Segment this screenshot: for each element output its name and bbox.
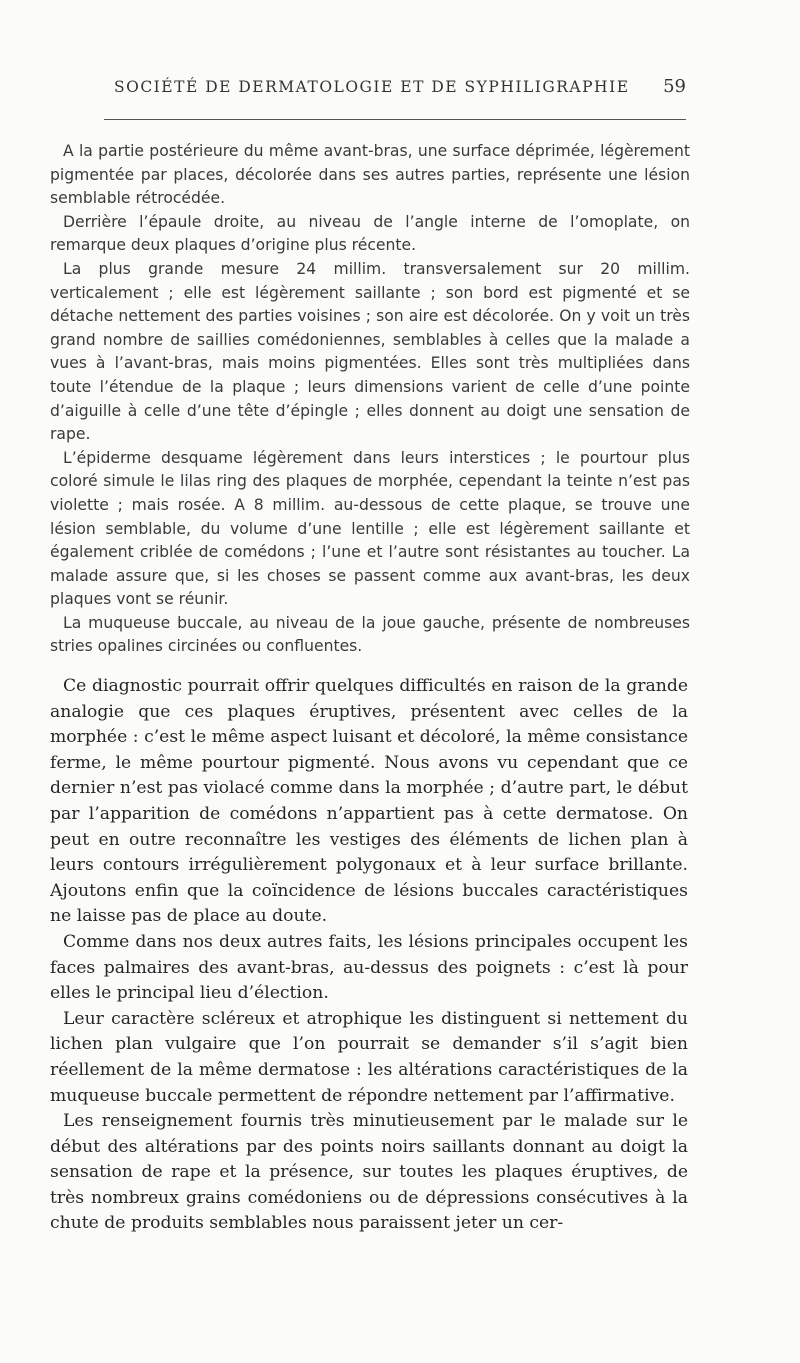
paragraph: A la partie postérieure du même avant-bras, une surface déprimée, légèrement pigmentée par places, décolorée dans ses autres parties, représente une lésion semblable rétrocédée. <box>50 142 690 208</box>
paragraph: La muqueuse buccale, au niveau de la joue gauche, présente de nombreuses stries opalines circinées ou confluentes. <box>50 613 690 656</box>
paragraph: Derrière l’épaule droite, au niveau de l’angle interne de l’omoplate, on remarque deux plaques d’origine plus récente. <box>50 212 690 255</box>
header-rule <box>104 119 686 120</box>
page-number: 59 <box>663 76 686 97</box>
page-header <box>52 78 686 102</box>
paragraph: L’épiderme desquame légèrement dans leurs interstices ; le pourtour plus coloré simule le lilas ring des plaques de morphée, cependant la teinte n’est pas violette ; mais rosée. A 8 millim. au-dessous de cette plaque, se trouve une lésion semblable, du volume d’une lentille ; elle est légèrement saillante et également criblée de comédons ; l’une et l’autre sont résistantes au toucher. La malade assure que, si les choses se passent comme aux avant-bras, les deux plaques vont se réunir. <box>50 448 690 609</box>
paragraph: Ce diagnostic pourrait offrir quelques difficultés en raison de la grande analogie que ces plaques éruptives, présentent avec celles de la morphée : c’est le même aspect luisant et décoloré, la même consistance ferme, le même pourtour pigmenté. Nous avons vu cependant que ce dernier n’est pas violacé comme dans la morphée ; d’autre part, le début par l’apparition de comédons n’appartient pas à cette dermatose. On peut en outre reconnaître les vestiges des éléments de lichen plan à leurs contours irrégulièrement polygonaux et à leur surface brillante. Ajoutons enfin que la coïncidence de lésions buccales caractéristiques ne laisse pas de place au doute. <box>50 676 688 927</box>
paragraph: Leur caractère scléreux et atrophique les distinguent si nettement du lichen plan vulgaire que l’on pourrait se demander s’il s’agit bien réellement de la même dermatose : les altérations caractéristiques de la muqueuse buccale permettent de répondre nettement par l’affirmative. <box>50 1008 688 1106</box>
discussion-block <box>50 674 688 1237</box>
paragraph: Les renseignement fournis très minutieusement par le malade sur le début des altérations par des points noirs saillants donnant au doigt la sensation de rape et la présence, sur toutes les plaques éruptives, de très nombreux grains comédoniens ou de dépressions consécutives à la chute de produits semblables nous paraissent jeter un cer- <box>50 1111 688 1234</box>
paragraph: La plus grande mesure 24 millim. transversalement sur 20 millim. verticalement ; elle est légèrement saillante ; son bord est pigmenté et se détache nettement des parties voisines ; son aire est décolorée. On y voit un très grand nombre de saillies comédoniennes, semblables à celles que la malade a vues à l’avant-bras, mais moins pigmentées. Elles sont très multipliées dans toute l’étendue de la plaque ; leurs dimensions varient de celle d’une pointe d’aiguille à celle d’une tête d’épingle ; elles donnent au doigt une sensation de rape. <box>50 259 690 444</box>
paragraph: Comme dans nos deux autres faits, les lésions principales occupent les faces palmaires des avant-bras, au-dessus des poignets : c’est là pour elles le principal lieu d’élection. <box>50 931 688 1004</box>
observation-block <box>50 140 690 659</box>
running-title: SOCIÉTÉ DE DERMATOLOGIE ET DE SYPHILIGRAPHIE <box>114 78 630 96</box>
